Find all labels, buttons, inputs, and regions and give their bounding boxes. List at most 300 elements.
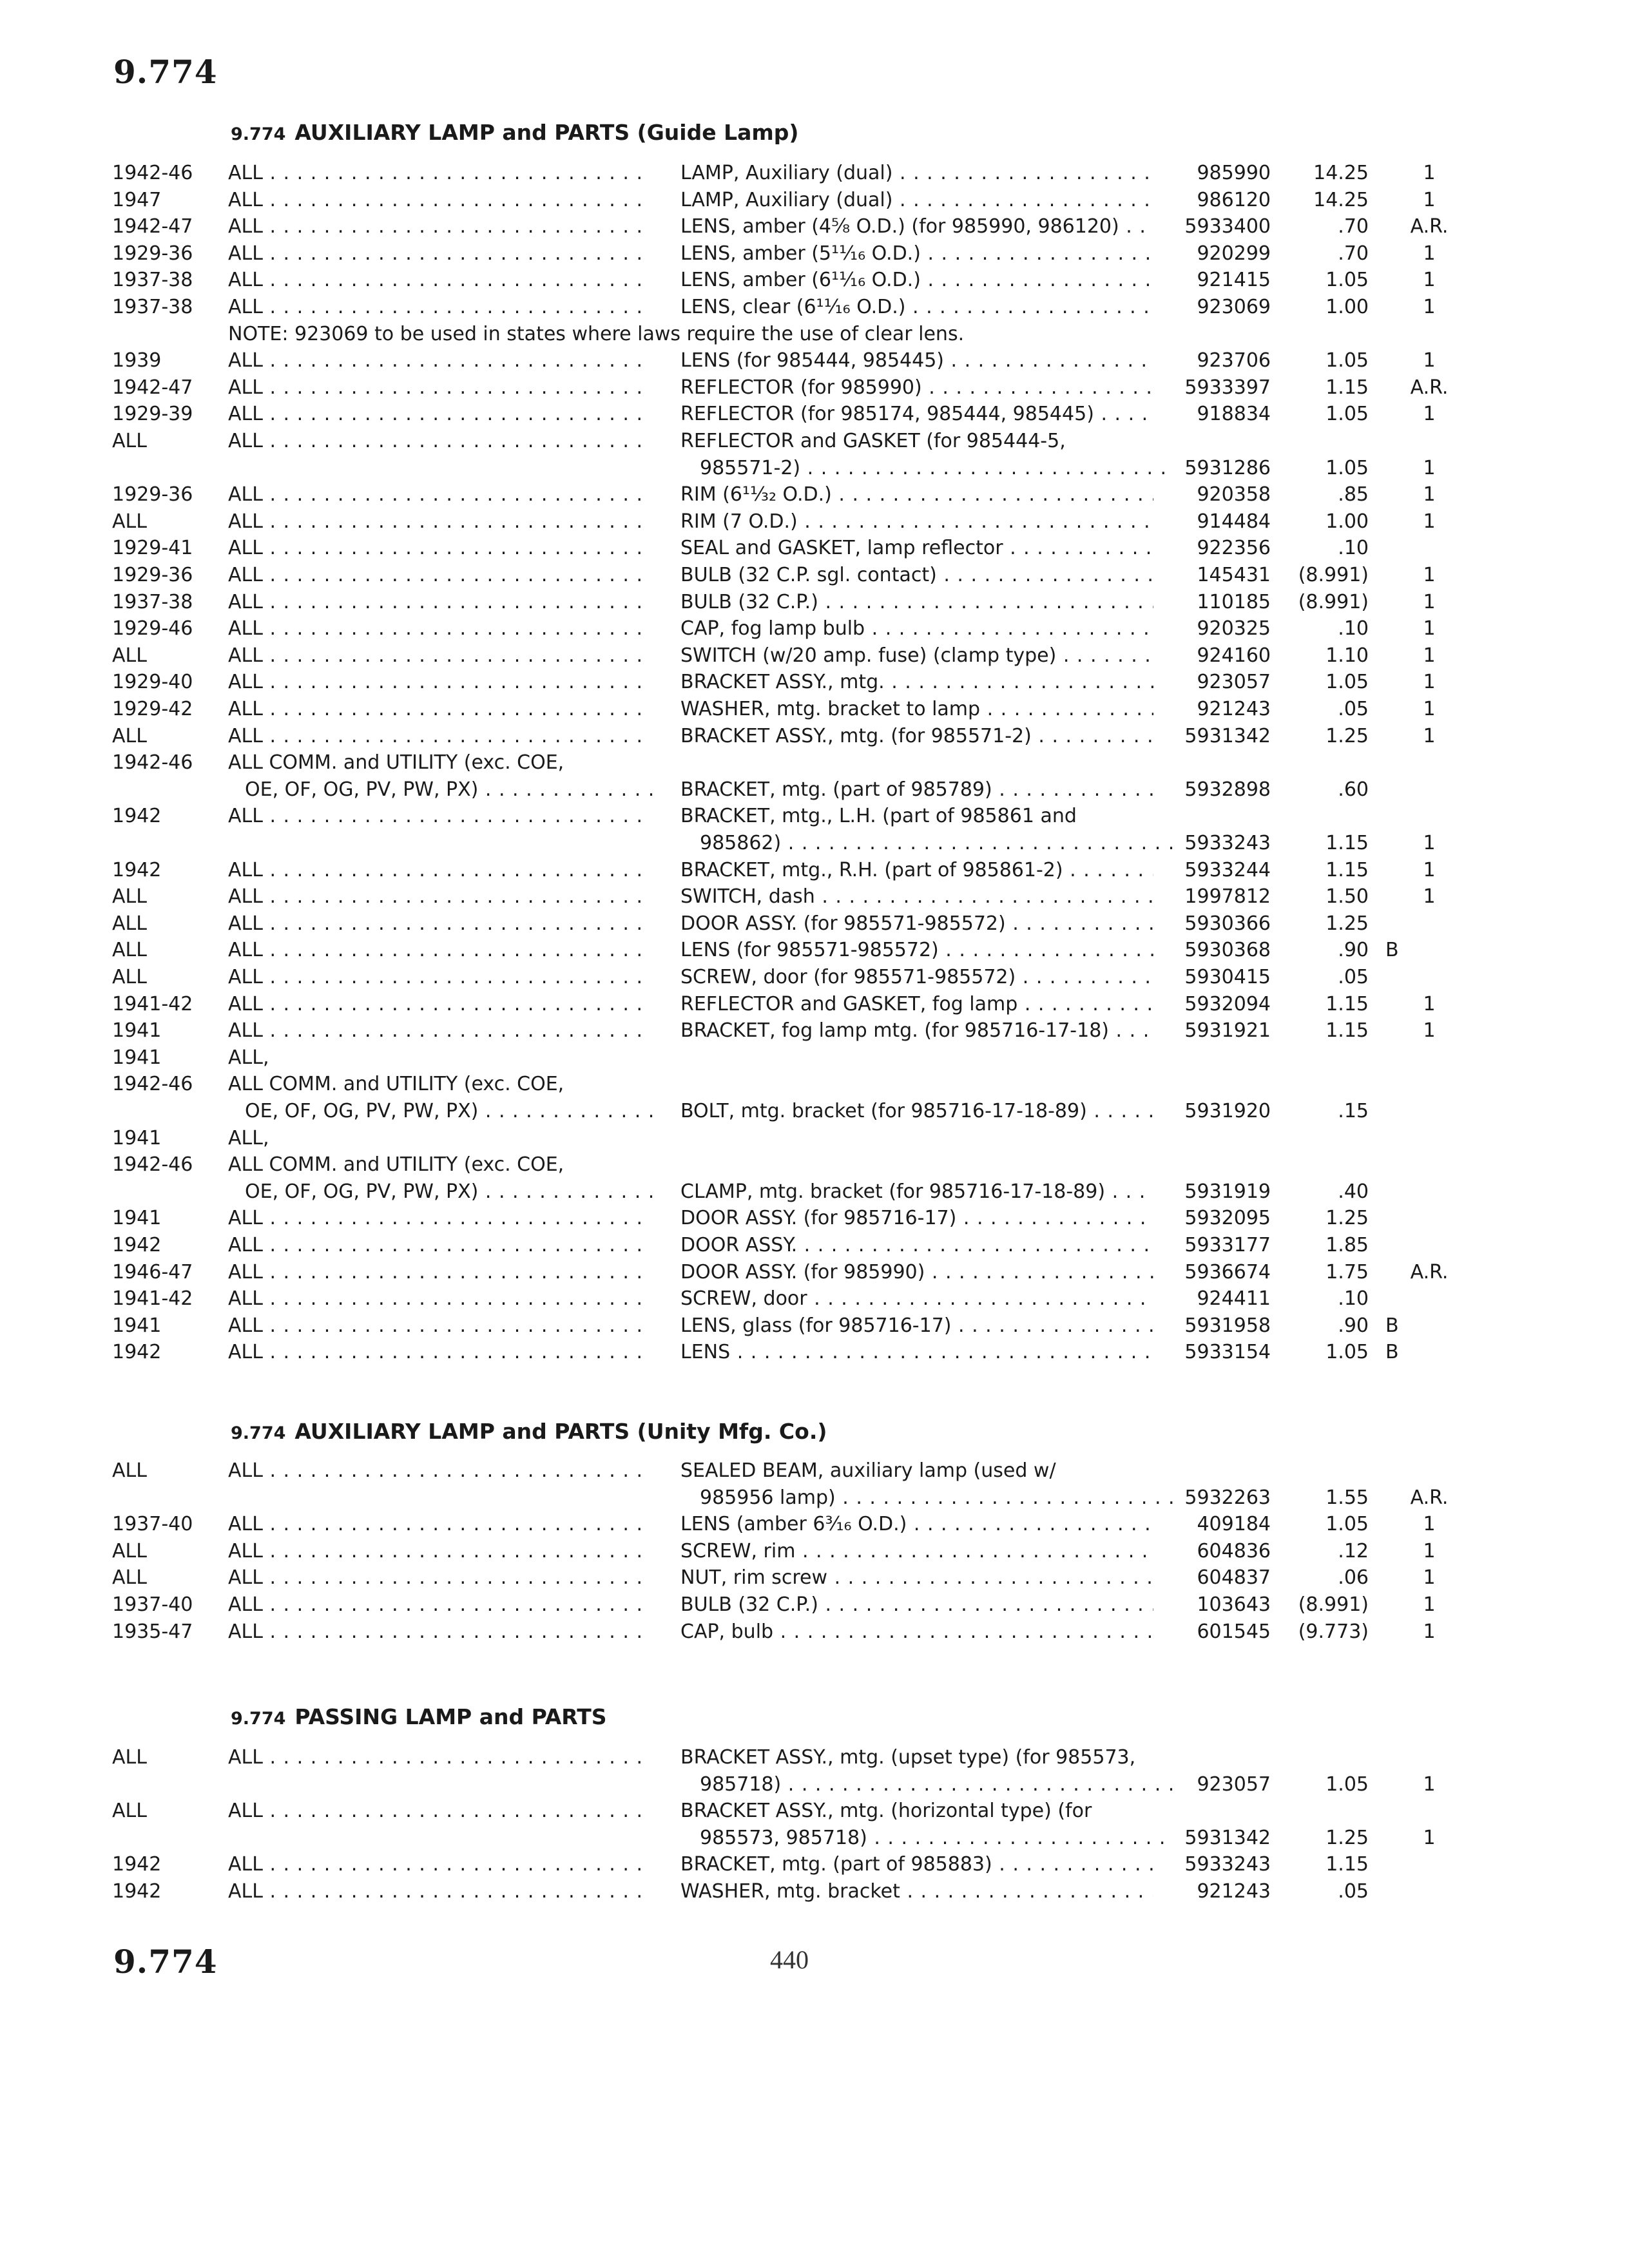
- year-cell: ALL: [112, 1800, 147, 1823]
- part-number-cell: 918834: [1197, 403, 1271, 426]
- year-cell: 1929-36: [112, 483, 193, 506]
- price-cell: 1.25: [1325, 724, 1369, 747]
- description-cell: BULB (32 C.P. sgl. contact) . . .: [680, 562, 1153, 589]
- part-number-cell: 921243: [1197, 1880, 1271, 1903]
- model-cell: ALL . . .: [228, 508, 641, 535]
- table-row: [0, 294, 1629, 321]
- part-number-cell: 5931286: [1184, 456, 1271, 479]
- price-cell: .90: [1338, 1314, 1369, 1337]
- table-row: [0, 1232, 1629, 1259]
- year-cell: 1929-39: [112, 403, 193, 426]
- price-cell: 14.25: [1313, 162, 1369, 184]
- quantity-cell: 1: [1423, 483, 1436, 506]
- price-cell: 1.05: [1325, 1773, 1369, 1796]
- price-cell: 1.05: [1325, 349, 1369, 372]
- quantity-cell: 1: [1423, 349, 1436, 372]
- description-cell: LENS, amber (4⅝ O.D.) (for 985990, 986120) . . .: [680, 213, 1153, 240]
- part-number-cell: 924411: [1197, 1287, 1271, 1311]
- part-number-cell: 920358: [1197, 483, 1271, 506]
- year-cell: 1935-47: [112, 1620, 193, 1643]
- description-cell: SCREW, door (for 985571-985572) . . .: [680, 964, 1153, 991]
- table-row: [0, 883, 1629, 910]
- quantity-cell: 1: [1423, 671, 1436, 694]
- price-cell: .40: [1338, 1180, 1369, 1203]
- part-number-cell: 923706: [1197, 349, 1271, 372]
- price-cell: 1.25: [1325, 1207, 1369, 1230]
- year-cell: ALL: [112, 644, 147, 667]
- model-cell: ALL,: [228, 1046, 269, 1069]
- description-cell: REFLECTOR (for 985990) . . .: [680, 374, 1153, 401]
- year-cell: 1942-46: [112, 751, 193, 774]
- price-cell: .10: [1338, 617, 1369, 640]
- model-cell: ALL . . .: [228, 937, 641, 964]
- description-cell: LENS, clear (6¹¹⁄₁₆ O.D.) . . .: [680, 294, 1153, 321]
- table-row: [0, 1285, 1629, 1312]
- price-cell: 1.75: [1325, 1260, 1369, 1283]
- description-cell: REFLECTOR and GASKET, fog lamp . . .: [680, 991, 1153, 1018]
- part-number-cell: 604837: [1197, 1566, 1271, 1590]
- year-cell: 1942: [112, 858, 162, 881]
- price-cell: .70: [1338, 215, 1369, 238]
- model-cell: ALL . . .: [228, 642, 641, 669]
- year-cell: 1937-38: [112, 590, 193, 613]
- price-cell: 1.15: [1325, 1019, 1369, 1043]
- model-cell: ALL . . .: [228, 1878, 641, 1905]
- table-row: [0, 1744, 1629, 1771]
- description-cell: BULB (32 C.P.) . . .: [680, 1591, 1153, 1619]
- quantity-cell: A.R.: [1410, 376, 1449, 399]
- year-cell: 1942: [112, 1853, 162, 1876]
- year-cell: ALL: [112, 510, 147, 533]
- part-number-cell: 5932094: [1184, 992, 1271, 1015]
- table-row: [0, 562, 1629, 589]
- year-cell: 1942-46: [112, 1073, 193, 1096]
- part-number-cell: 5931958: [1184, 1314, 1271, 1337]
- model-cell: ALL . . .: [228, 481, 641, 508]
- price-cell: 1.05: [1325, 1513, 1369, 1536]
- year-cell: 1929-36: [112, 564, 193, 586]
- table-row: [0, 347, 1629, 374]
- price-cell: .15: [1338, 1100, 1369, 1122]
- description-cell: 985718) . . .: [680, 1771, 1173, 1798]
- year-cell: 1939: [112, 349, 162, 372]
- part-number-cell: 5931342: [1184, 1826, 1271, 1849]
- code-cell: B: [1385, 1314, 1399, 1337]
- year-cell: ALL: [112, 430, 147, 452]
- part-number-cell: 5933177: [1184, 1234, 1271, 1256]
- description-cell: LENS (for 985444, 985445) . . .: [680, 347, 1153, 374]
- price-cell: 1.55: [1325, 1486, 1369, 1509]
- year-cell: ALL: [112, 885, 147, 908]
- description-cell: BRACKET, mtg., L.H. (part of 985861 and: [680, 805, 1077, 828]
- table-row: [0, 1017, 1629, 1044]
- description-cell: CLAMP, mtg. bracket (for 985716-17-18-89) . . .: [680, 1178, 1153, 1206]
- section-heading: [231, 1704, 606, 1729]
- part-number-cell: 5931921: [1184, 1019, 1271, 1043]
- price-cell: 1.05: [1325, 269, 1369, 292]
- table-row: [0, 1619, 1629, 1646]
- price-cell: .60: [1338, 778, 1369, 801]
- page-number-bottom: 9.774: [113, 1943, 218, 1981]
- part-number-cell: 110185: [1197, 590, 1271, 613]
- part-number-cell: 921415: [1197, 269, 1271, 292]
- price-cell: 1.25: [1325, 1826, 1369, 1849]
- year-cell: 1941: [112, 1314, 162, 1337]
- section-title: AUXILIARY LAMP and PARTS (Unity Mfg. Co.): [294, 1419, 827, 1444]
- quantity-cell: 1: [1423, 242, 1436, 265]
- part-number-cell: 1997812: [1184, 885, 1271, 908]
- quantity-cell: 1: [1423, 858, 1436, 881]
- part-number-cell: 5931919: [1184, 1180, 1271, 1203]
- table-row: [0, 1591, 1629, 1619]
- model-cell: ALL COMM. and UTILITY (exc. COE,: [228, 1073, 564, 1096]
- model-cell: ALL . . .: [228, 187, 641, 214]
- quantity-cell: 1: [1423, 296, 1436, 318]
- table-row: [0, 213, 1629, 240]
- quantity-cell: 1: [1423, 1539, 1436, 1562]
- part-number-cell: 920325: [1197, 617, 1271, 640]
- description-cell: BRACKET, mtg. (part of 985789) . . .: [680, 776, 1153, 803]
- quantity-cell: 1: [1423, 1773, 1436, 1796]
- part-number-cell: 5931342: [1184, 724, 1271, 747]
- description-cell: LENS (amber 6³⁄₁₆ O.D.) . . .: [680, 1511, 1153, 1538]
- quantity-cell: 1: [1423, 162, 1436, 184]
- quantity-cell: 1: [1423, 456, 1436, 479]
- model-cell: ALL . . .: [228, 964, 641, 991]
- year-cell: 1941: [112, 1207, 162, 1230]
- part-number-cell: 5933397: [1184, 376, 1271, 399]
- part-number-cell: 103643: [1197, 1593, 1271, 1616]
- quantity-cell: A.R.: [1410, 1486, 1449, 1509]
- part-number-cell: 5932263: [1184, 1486, 1271, 1509]
- price-cell: 1.15: [1325, 832, 1369, 854]
- price-cell: 1.15: [1325, 376, 1369, 399]
- quantity-cell: 1: [1423, 724, 1436, 747]
- part-number-cell: 145431: [1197, 564, 1271, 586]
- model-cell: ALL . . .: [228, 1798, 641, 1825]
- description-cell: LENS . . .: [680, 1339, 1153, 1366]
- description-cell: LENS (for 985571-985572) . . .: [680, 937, 1153, 964]
- table-row: [0, 1564, 1629, 1591]
- year-cell: ALL: [112, 939, 147, 962]
- part-number-cell: 601545: [1197, 1620, 1271, 1643]
- section-heading: [231, 120, 798, 145]
- model-cell: ALL . . .: [228, 1285, 641, 1312]
- model-cell: ALL . . .: [228, 1744, 641, 1771]
- table-row: [0, 1259, 1629, 1286]
- price-cell: 1.50: [1325, 885, 1369, 908]
- table-row: [0, 937, 1629, 964]
- table-row: [0, 910, 1629, 937]
- quantity-cell: 1: [1423, 510, 1436, 533]
- table-row: [0, 669, 1629, 696]
- description-cell: LAMP, Auxiliary (dual) . . .: [680, 187, 1153, 214]
- table-row: [0, 160, 1629, 187]
- table-row: [0, 1125, 1629, 1152]
- year-cell: 1942: [112, 1341, 162, 1364]
- model-cell: ALL . . .: [228, 1511, 641, 1538]
- part-number-cell: 5933400: [1184, 215, 1271, 238]
- section-number: 9.774: [231, 1709, 286, 1729]
- model-cell: ALL . . .: [228, 1259, 641, 1286]
- description-cell: LENS, glass (for 985716-17) . . .: [680, 1312, 1153, 1340]
- price-cell: 1.05: [1325, 456, 1369, 479]
- table-row: [0, 455, 1629, 482]
- part-number-cell: 5936674: [1184, 1260, 1271, 1283]
- model-cell: ALL . . .: [228, 883, 641, 910]
- price-cell: 1.85: [1325, 1234, 1369, 1256]
- year-cell: 1941: [112, 1046, 162, 1069]
- model-cell: ALL . . .: [228, 615, 641, 642]
- description-cell: 985956 lamp) . . .: [680, 1485, 1173, 1512]
- part-number-cell: 604836: [1197, 1539, 1271, 1562]
- model-cell: ALL . . .: [228, 1457, 641, 1485]
- table-row: [0, 723, 1629, 750]
- year-cell: ALL: [112, 912, 147, 935]
- model-cell: ALL . . .: [228, 562, 641, 589]
- table-row: [0, 696, 1629, 723]
- model-cell: ALL COMM. and UTILITY (exc. COE,: [228, 1153, 564, 1177]
- table-row: [0, 1098, 1629, 1125]
- quantity-cell: 1: [1423, 885, 1436, 908]
- part-number-cell: 923069: [1197, 296, 1271, 318]
- part-number-cell: 5930368: [1184, 939, 1271, 962]
- description-cell: SCREW, rim . . .: [680, 1538, 1153, 1565]
- table-row: [0, 1851, 1629, 1878]
- model-cell: ALL . . .: [228, 1339, 641, 1366]
- price-cell: 1.10: [1325, 644, 1369, 667]
- table-row: [0, 267, 1629, 294]
- model-cell: ALL . . .: [228, 803, 641, 830]
- model-cell: OE, OF, OG, PV, PW, PX) . . .: [228, 776, 657, 803]
- year-cell: 1937-40: [112, 1593, 193, 1616]
- description-cell: BRACKET, mtg. (part of 985883) . . .: [680, 1851, 1153, 1878]
- year-cell: 1941-42: [112, 1287, 193, 1311]
- model-cell: ALL . . .: [228, 1017, 641, 1044]
- table-row: [0, 1457, 1629, 1485]
- description-cell: BRACKET ASSY., mtg. (upset type) (for 985573,: [680, 1746, 1136, 1769]
- price-cell: 1.15: [1325, 858, 1369, 881]
- model-cell: ALL . . .: [228, 535, 641, 562]
- price-cell: .10: [1338, 1287, 1369, 1311]
- table-row: [0, 749, 1629, 776]
- model-cell: ALL . . .: [228, 1232, 641, 1259]
- year-cell: 1942-46: [112, 1153, 193, 1177]
- year-cell: 1929-41: [112, 537, 193, 560]
- quantity-cell: 1: [1423, 1566, 1436, 1590]
- description-cell: CAP, bulb . . .: [680, 1619, 1153, 1646]
- table-row: [0, 374, 1629, 401]
- description-cell: BOLT, mtg. bracket (for 985716-17-18-89) . . .: [680, 1098, 1153, 1125]
- year-cell: 1929-40: [112, 671, 193, 694]
- description-cell: WASHER, mtg. bracket to lamp . . .: [680, 696, 1153, 723]
- model-cell: ALL . . .: [228, 991, 641, 1018]
- quantity-cell: 1: [1423, 403, 1436, 426]
- code-cell: B: [1385, 1341, 1399, 1364]
- description-cell: 985573, 985718) . . .: [680, 1825, 1173, 1852]
- year-cell: 1929-36: [112, 242, 193, 265]
- description-cell: BRACKET, mtg., R.H. (part of 985861-2) . . .: [680, 857, 1153, 884]
- part-number-cell: 914484: [1197, 510, 1271, 533]
- year-cell: 1937-38: [112, 296, 193, 318]
- model-cell: ALL . . .: [228, 1312, 641, 1340]
- note-text: NOTE: 923069 to be used in states where laws require the use of clear lens.: [228, 322, 965, 345]
- description-cell: SCREW, door . . .: [680, 1285, 1153, 1312]
- section-number: 9.774: [231, 1423, 286, 1443]
- folio-number: 440: [770, 1945, 809, 1974]
- table-row: [0, 991, 1629, 1018]
- model-cell: ALL . . .: [228, 589, 641, 616]
- year-cell: 1937-38: [112, 269, 193, 292]
- price-cell: .10: [1338, 537, 1369, 560]
- part-number-cell: 5932095: [1184, 1207, 1271, 1230]
- price-cell: .85: [1338, 483, 1369, 506]
- table-row: [0, 1205, 1629, 1232]
- part-number-cell: 5931920: [1184, 1100, 1271, 1122]
- model-cell: ALL . . .: [228, 160, 641, 187]
- quantity-cell: 1: [1423, 1620, 1436, 1643]
- table-row: [0, 481, 1629, 508]
- quantity-cell: 1: [1423, 590, 1436, 613]
- model-cell: ALL . . .: [228, 401, 641, 428]
- part-number-cell: 409184: [1197, 1513, 1271, 1536]
- part-number-cell: 5932898: [1184, 778, 1271, 801]
- price-cell: 1.05: [1325, 671, 1369, 694]
- description-cell: REFLECTOR and GASKET (for 985444-5,: [680, 430, 1066, 452]
- section-title: PASSING LAMP and PARTS: [294, 1704, 607, 1729]
- year-cell: 1941-42: [112, 992, 193, 1015]
- model-cell: ALL . . .: [228, 428, 641, 455]
- model-cell: OE, OF, OG, PV, PW, PX) . . .: [228, 1098, 657, 1125]
- quantity-cell: 1: [1423, 617, 1436, 640]
- year-cell: ALL: [112, 1746, 147, 1769]
- quantity-cell: 1: [1423, 832, 1436, 854]
- price-cell: .70: [1338, 242, 1369, 265]
- description-cell: DOOR ASSY. (for 985716-17) . . .: [680, 1205, 1153, 1232]
- description-cell: 985571-2) . . .: [680, 455, 1173, 482]
- table-row: [0, 187, 1629, 214]
- price-cell: 1.15: [1325, 992, 1369, 1015]
- part-number-cell: 5933154: [1184, 1341, 1271, 1364]
- year-cell: 1929-42: [112, 698, 193, 720]
- table-row: [0, 964, 1629, 991]
- description-cell: RIM (6¹¹⁄₃₂ O.D.) . . .: [680, 481, 1153, 508]
- price-cell: (8.991): [1298, 590, 1369, 613]
- part-number-cell: 923057: [1197, 1773, 1271, 1796]
- price-cell: .06: [1338, 1566, 1369, 1590]
- description-cell: RIM (7 O.D.) . . .: [680, 508, 1153, 535]
- description-cell: BRACKET ASSY., mtg. . . .: [680, 669, 1153, 696]
- model-cell: ALL . . .: [228, 374, 641, 401]
- description-cell: LENS, amber (5¹¹⁄₁₆ O.D.) . . .: [680, 240, 1153, 267]
- year-cell: ALL: [112, 724, 147, 747]
- year-cell: ALL: [112, 1539, 147, 1562]
- table-row: [0, 642, 1629, 669]
- part-number-cell: 985990: [1197, 162, 1271, 184]
- description-cell: SEALED BEAM, auxiliary lamp (used w/: [680, 1459, 1056, 1482]
- price-cell: 14.25: [1313, 188, 1369, 211]
- table-row: [0, 830, 1629, 857]
- description-cell: DOOR ASSY. (for 985990) . . .: [680, 1259, 1153, 1286]
- table-row: [0, 615, 1629, 642]
- description-cell: BRACKET, fog lamp mtg. (for 985716-17-18) . . .: [680, 1017, 1153, 1044]
- year-cell: 1942: [112, 1234, 162, 1256]
- year-cell: 1929-46: [112, 617, 193, 640]
- price-cell: (9.773): [1298, 1620, 1369, 1643]
- quantity-cell: A.R.: [1410, 1260, 1449, 1283]
- table-row: [0, 1339, 1629, 1366]
- model-cell: ALL . . .: [228, 669, 641, 696]
- model-cell: ALL . . .: [228, 1591, 641, 1619]
- model-cell: ALL . . .: [228, 1205, 641, 1232]
- part-number-cell: 5933244: [1184, 858, 1271, 881]
- table-row: [0, 589, 1629, 616]
- part-number-cell: 5933243: [1184, 832, 1271, 854]
- table-row: [0, 857, 1629, 884]
- description-cell: BRACKET ASSY., mtg. (horizontal type) (for: [680, 1800, 1092, 1823]
- price-cell: 1.05: [1325, 403, 1369, 426]
- year-cell: 1947: [112, 188, 162, 211]
- description-cell: LAMP, Auxiliary (dual) . . .: [680, 160, 1153, 187]
- price-cell: (8.991): [1298, 1593, 1369, 1616]
- year-cell: 1942-47: [112, 215, 193, 238]
- model-cell: ALL . . .: [228, 1538, 641, 1565]
- part-number-cell: 921243: [1197, 698, 1271, 720]
- year-cell: ALL: [112, 966, 147, 988]
- quantity-cell: 1: [1423, 269, 1436, 292]
- year-cell: 1942: [112, 1880, 162, 1903]
- description-cell: REFLECTOR (for 985174, 985444, 985445) . . .: [680, 401, 1153, 428]
- description-cell: SWITCH, dash . . .: [680, 883, 1153, 910]
- table-row: [0, 1771, 1629, 1798]
- model-cell: ALL . . .: [228, 240, 641, 267]
- table-row: [0, 1538, 1629, 1565]
- quantity-cell: 1: [1423, 698, 1436, 720]
- price-cell: 1.25: [1325, 912, 1369, 935]
- table-row: [0, 240, 1629, 267]
- table-row: [0, 803, 1629, 830]
- year-cell: 1942-47: [112, 376, 193, 399]
- table-row: [0, 1178, 1629, 1206]
- model-cell: ALL . . .: [228, 1619, 641, 1646]
- year-cell: 1942: [112, 805, 162, 828]
- table-row: [0, 428, 1629, 455]
- model-cell: ALL . . .: [228, 910, 641, 937]
- description-cell: NUT, rim screw . . .: [680, 1564, 1153, 1591]
- part-number-cell: 922356: [1197, 537, 1271, 560]
- model-cell: ALL . . .: [228, 696, 641, 723]
- year-cell: 1941: [112, 1019, 162, 1043]
- quantity-cell: 1: [1423, 644, 1436, 667]
- description-cell: 985862) . . .: [680, 830, 1173, 857]
- part-number-cell: 5930366: [1184, 912, 1271, 935]
- price-cell: 1.00: [1325, 510, 1369, 533]
- description-cell: DOOR ASSY. (for 985571-985572) . . .: [680, 910, 1153, 937]
- description-cell: SWITCH (w/20 amp. fuse) (clamp type) . . .: [680, 642, 1153, 669]
- model-cell: ALL . . .: [228, 347, 641, 374]
- description-cell: LENS, amber (6¹¹⁄₁₆ O.D.) . . .: [680, 267, 1153, 294]
- model-cell: ALL,: [228, 1126, 269, 1149]
- model-cell: ALL . . .: [228, 857, 641, 884]
- price-cell: 1.05: [1325, 1341, 1369, 1364]
- price-cell: .05: [1338, 1880, 1369, 1903]
- model-cell: ALL . . .: [228, 1851, 641, 1878]
- table-row: [0, 1878, 1629, 1905]
- part-number-cell: 924160: [1197, 644, 1271, 667]
- section-number: 9.774: [231, 124, 286, 144]
- quantity-cell: 1: [1423, 1593, 1436, 1616]
- quantity-cell: 1: [1423, 1513, 1436, 1536]
